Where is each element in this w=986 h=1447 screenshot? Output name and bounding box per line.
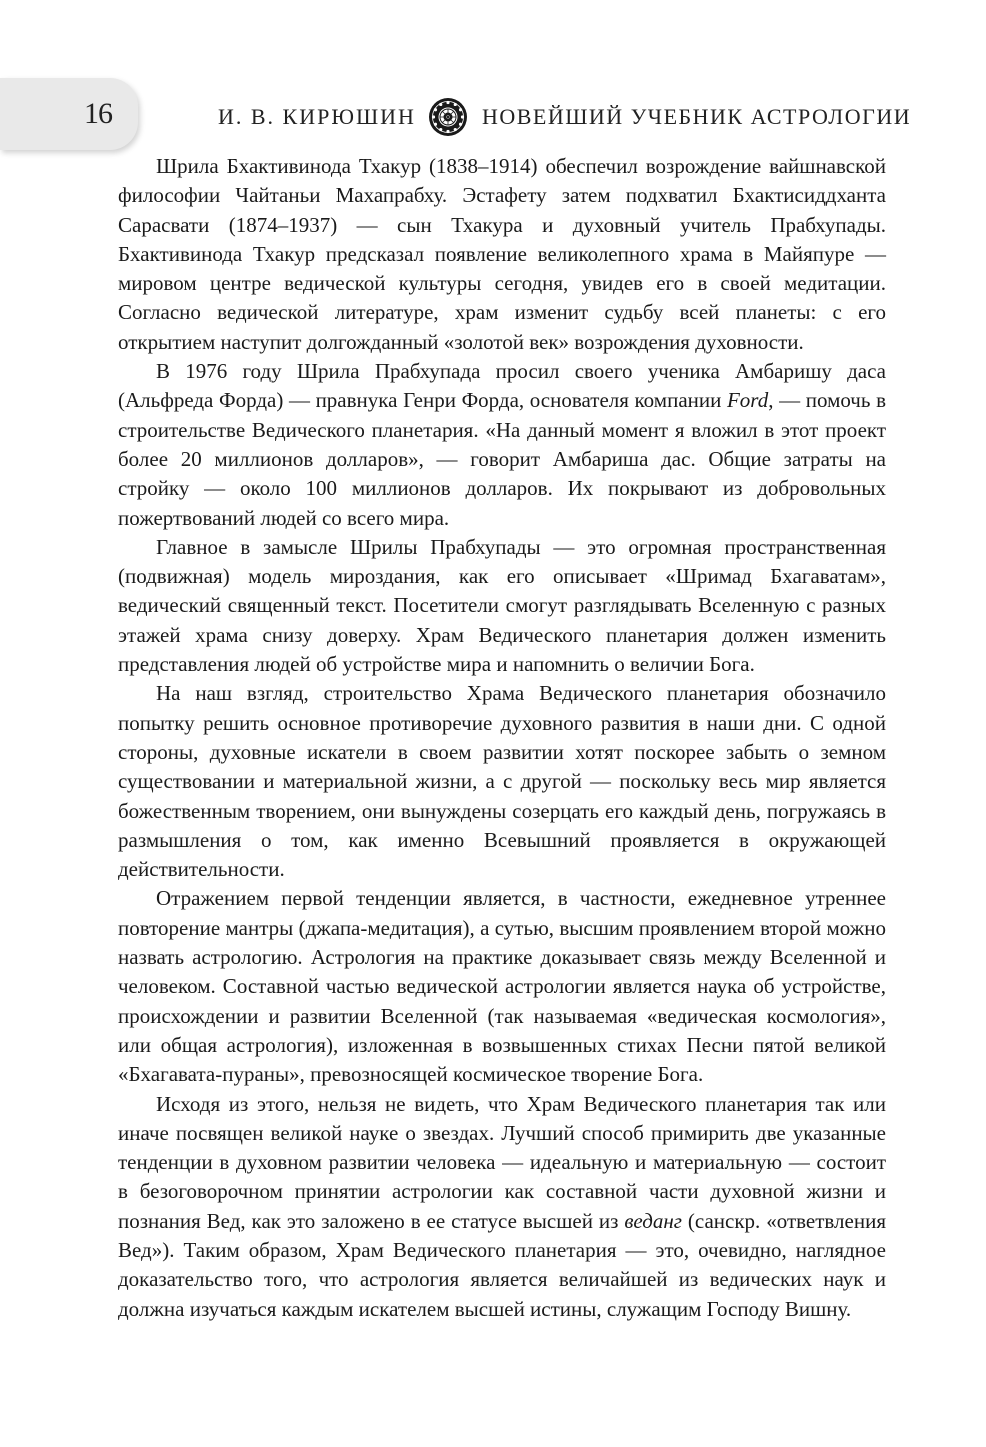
body-text (118, 152, 886, 1324)
paragraph-text: Главное в замысле Шрилы Прабхупады — это огромная пространственная (подвижная) модель мироздания, как его описывает «Шримад Бхагаватам», ведический священный текст. Посетители смогут разглядывать Вселенную с разных этажей храма снизу доверху. Храм Ведического планетария должен изменить представления людей об устройстве мира и напомнить о величии Бога. (118, 534, 886, 677)
paragraph (118, 884, 886, 1089)
italic-term: веданг (624, 1208, 682, 1233)
running-header (218, 97, 912, 137)
paragraph-text: (санскр. «ответвления Вед»). Таким образом, Храм Ведического планетария — это, очевидно, наглядное доказательство того, что астрология является величайшей из ведических наук и должна изучаться каждым искателем высшей истины, служащим Господу Вишну. (118, 1208, 886, 1321)
paragraph-text: Шрила Бхактивинода Тхакур (1838–1914) обеспечил возрождение вайшнавской философии Чайтаньи Махапрабху. Эстафету затем подхватил Бхактисиддханта Сарасвати (1874–1937) — сын Тхакура и духовный учитель Прабхупады. Бхактивинода Тхакур предсказал появление великолепного храма в Майяпуре — мировом центре ведической культуры сегодня, увидев его в своей медитации. Согласно ведической литературе, храм изменит судьбу всей планеты: с его открытием наступит долгожданный «золотой век» возрождения духовности. (118, 154, 886, 354)
header-book-title: НОВЕЙШИЙ УЧЕБНИК АСТРОЛОГИИ (481, 104, 912, 129)
paragraph (118, 357, 886, 533)
header-author: И. В. КИРЮШИН (218, 104, 416, 129)
paragraph-text: В 1976 году Шрила Прабхупада просил своего ученика Амбаришу даса (Альфреда Форда) — правнука Генри Форда, основателя компании (118, 359, 886, 413)
paragraph-text: , — помочь в строительстве Ведического планетария. «На данный момент я вложил в этот проект более 20 миллионов долларов», — говорит Амбариша дас. Общие затраты на стройку — около 100 миллионов долларов. Их покрывают из добровольных пожертвований людей со всего мира. (118, 388, 886, 530)
zodiac-wheel-icon (428, 97, 468, 137)
page-number-tab (0, 78, 138, 150)
paragraph (118, 533, 886, 679)
paragraph-text: Исходя из этого, нельзя не видеть, что Храм Ведического планетария так или иначе посвящен великой науке о звездах. Лучший способ примирить две указанные тенденции в духовном развитии человека — идеальную и материальную — состоит в безоговорочном принятии астрологии как составной части духовной жизни и познания Вед, как это заложено в ее статусе высшей из (118, 1091, 886, 1233)
paragraph (118, 679, 886, 884)
page-number: 16 (84, 97, 112, 130)
paragraph-text: Отражением первой тенденции является, в частности, ежедневное утреннее повторение мантры (джапа-медитация), а сутью, высшим проявлением второй можно назвать астрологию. Астрология на практике доказывает связь между Вселенной и человеком. Составной частью ведической астрологии является наука об устройстве, происхождении и развитии Вселенной (так называемая «ведическая космология», или общая астрология), изложенная в возвышенных стихах Песни пятой великой «Бхагавата-пураны», превозносящей космическое творение Бога. (118, 886, 886, 1087)
italic-term: Ford (726, 388, 769, 413)
paragraph (118, 152, 886, 357)
paragraph-text: На наш взгляд, строительство Храма Ведического планетария обозначило попытку решить основное противоречие духовного развития в наши дни. С одной стороны, духовные искатели в своем развитии хотят поскорее забыть о земном существовании и материальной жизни, а с другой — поскольку весь мир является божественным творением, они вынуждены созерцать его каждый день, погружаясь в размышления о том, как именно Всевышний проявляется в окружающей действительности. (118, 681, 886, 882)
paragraph (118, 1090, 886, 1324)
